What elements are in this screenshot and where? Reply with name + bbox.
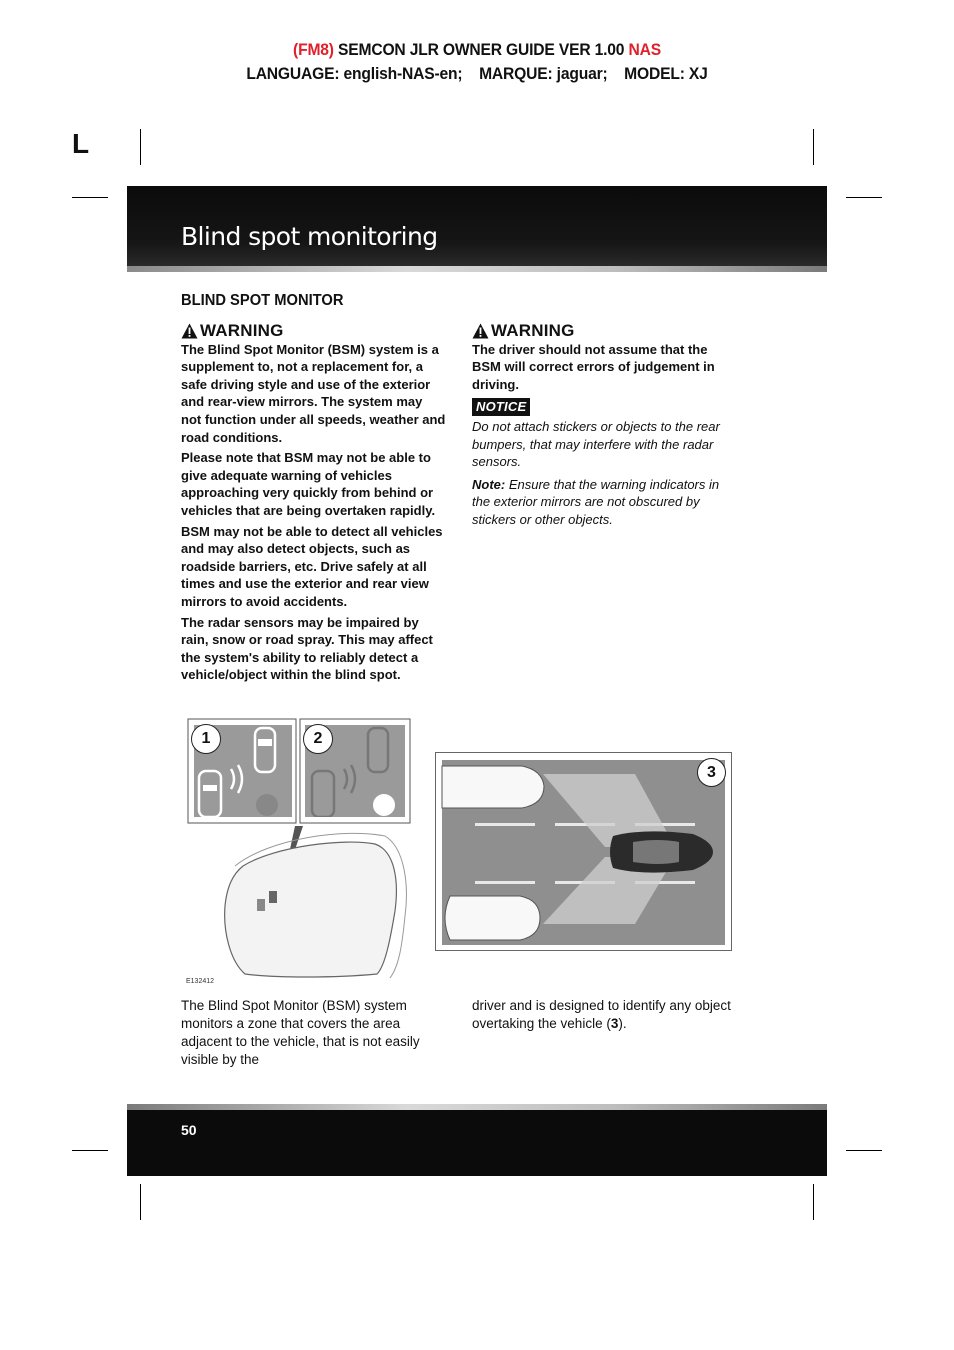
- warning-triangle-icon: [181, 323, 198, 339]
- callout-3-number: 3: [707, 764, 716, 781]
- warning-paragraph: The radar sensors may be impaired by rain, snow or road spray. This may affect the system's ability to reliably detect a vehicle/object within the blind spot.: [181, 614, 433, 683]
- notice-text: Do not attach stickers or objects to the rear bumpers, that may interfere with the radar sensors.: [472, 418, 720, 470]
- footer-bar: [127, 1110, 827, 1176]
- callout-3: [697, 758, 726, 787]
- note-text: Ensure that the warning indicators in the exterior mirrors are not obscured by stickers or other objects.: [472, 476, 720, 527]
- right-column: [472, 322, 737, 532]
- left-column: [181, 322, 446, 687]
- body-text-col2-end: ).: [618, 1016, 627, 1031]
- crop-mark: [140, 129, 141, 165]
- crop-mark: [846, 1150, 882, 1151]
- callout-2-number: 2: [313, 730, 323, 747]
- warning-heading: [181, 322, 446, 340]
- warning-triangle-icon: [472, 323, 489, 339]
- bsm-panel-2-icons: [306, 725, 406, 817]
- crop-mark: [72, 197, 108, 198]
- crop-mark: [846, 197, 882, 198]
- callout-1-number: 1: [201, 730, 211, 747]
- road-diagram: [435, 752, 732, 951]
- warning-label: WARNING: [200, 321, 284, 340]
- warning-paragraph: Please note that BSM may not be able to give adequate warning of vehicles approaching very quickly from behind or vehicles that are being overtaken rapidly.: [181, 450, 436, 518]
- notice-label: NOTICE: [472, 398, 530, 416]
- chapter-title: Blind spot monitoring: [181, 222, 438, 251]
- crop-mark: [140, 1184, 141, 1220]
- body-text-callout-ref: 3: [610, 1016, 619, 1031]
- body-text-col2: [472, 997, 737, 1033]
- document-header-line1: [38, 40, 916, 60]
- body-text-col1: The Blind Spot Monitor (BSM) system monitors a zone that covers the area adjacent to the vehicle, that is not easily visible by the: [181, 998, 420, 1067]
- note-paragraph: [472, 476, 737, 529]
- figure-reference: E132412: [186, 978, 215, 985]
- warning-paragraph: The driver should not assume that the BSM will correct errors of judgement in driving.: [472, 341, 715, 392]
- bsm-panel-1-icons: [195, 725, 293, 817]
- banner-strip: [127, 266, 827, 272]
- corner-mark: L: [72, 128, 90, 159]
- crop-mark: [813, 1184, 814, 1220]
- document-header-line2: LANGUAGE: english-NAS-en; MARQUE: jaguar; MODEL: XJ: [246, 64, 708, 83]
- crop-mark: [813, 129, 814, 165]
- header-main: SEMCON JLR OWNER GUIDE VER 1.00: [333, 40, 629, 59]
- warning-label: WARNING: [491, 321, 575, 340]
- warning-paragraph: BSM may not be able to detect all vehicles and may also detect objects, such as roadside barriers, etc. Drive safely at all times and use the exterior and rear view mirrors to avoid accidents.: [181, 523, 443, 609]
- crop-mark: [72, 1150, 108, 1151]
- header-suffix: NAS: [628, 40, 661, 59]
- warning-paragraph: The Blind Spot Monitor (BSM) system is a supplement to, not a replacement for, a safe driving style and use of the exterior and rear-view mirrors. The system may not function under all speeds, weather and road conditions.: [181, 341, 446, 445]
- note-label: Note:: [472, 476, 506, 492]
- header-prefix: (FM8): [293, 40, 334, 59]
- body-text-col2-main: driver and is designed to identify any object overtaking the vehicle (: [472, 998, 731, 1031]
- section-heading: BLIND SPOT MONITOR: [181, 292, 344, 309]
- warning-heading: [472, 322, 737, 340]
- page-number: 50: [181, 1122, 197, 1138]
